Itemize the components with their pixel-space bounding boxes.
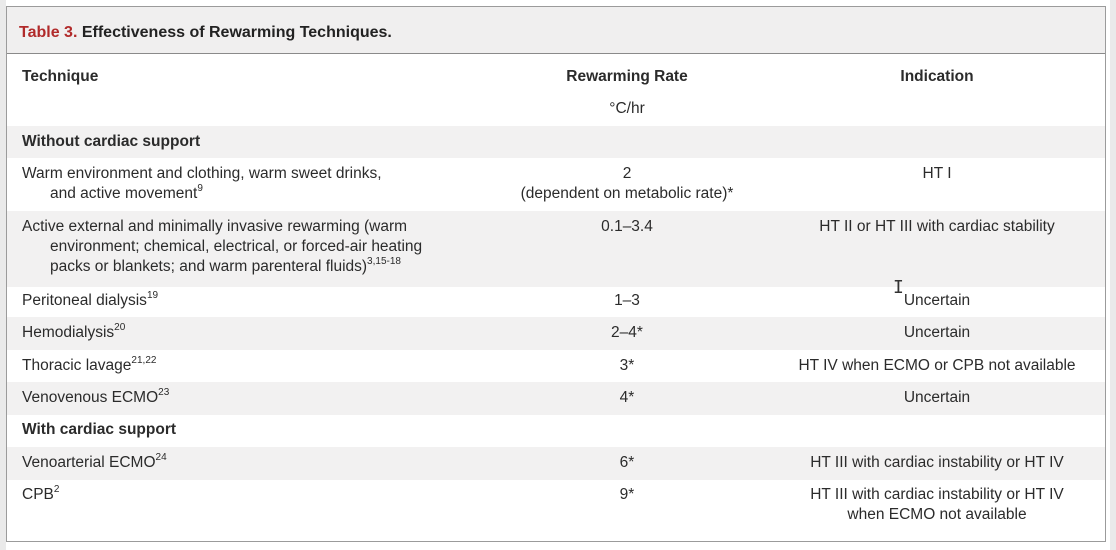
row-7-technique-text: Venoarterial ECMO [22,454,156,471]
row-8-indication [787,485,1087,525]
row-5-technique-text: Thoracic lavage [22,357,132,374]
row-3-technique [22,291,158,311]
row-2-ref: 3,15-18 [367,255,401,267]
row-1-ref: 9 [197,182,203,194]
section-without-cardiac-support: Without cardiac support [22,133,201,150]
header-technique: Technique [22,68,99,85]
row-8-ref: 2 [53,483,60,495]
row-4-technique-text: Hemodialysis [22,324,115,341]
row-2-technique-text3: packs or blankets; and warm parenteral fluids) [50,258,368,275]
row-5-rate: 3* [619,357,635,374]
row-6-technique-text: Venovenous ECMO [22,389,159,406]
row-4-rate: 2–4* [611,324,643,341]
row-1-technique-line1: Warm environment and clothing, warm sweet drinks, [22,165,382,182]
table-title-bar [7,7,1105,54]
section-with-cardiac-support: With cardiac support [22,421,177,438]
row-7-rate: 6* [619,454,635,471]
row-7-technique [22,453,167,473]
table-label: Table 3. [19,24,78,41]
header-indication: Indication [900,68,974,85]
row-3-rate: 1–3 [614,292,640,309]
row-6-indication: Uncertain [903,389,971,406]
row-1-technique [22,164,382,204]
row-2-technique-line1: Active external and minimally invasive rewarming (warm [22,218,408,235]
row-1-rate-note: (dependent on metabolic rate)* [520,185,734,202]
row-8-indication-line2: when ECMO not available [847,506,1027,523]
table-title-text: Effectiveness of Rewarming Techniques. [81,24,392,41]
row-8-indication-line1: HT III with cardiac instability or HT IV [810,486,1064,503]
row-1-rate [477,164,777,204]
row-3-indication: Uncertain [903,292,971,309]
row-1-indication: HT I [922,165,952,182]
row-2-technique-line2: environment; chemical, electrical, or forced-air heating [50,238,423,255]
right-edge [1110,0,1116,550]
row-6-technique [22,388,169,408]
row-5-technique [22,356,156,376]
row-2-technique-line3 [22,257,422,277]
row-3-technique-text: Peritoneal dialysis [22,292,147,309]
header-rate-unit: °C/hr [609,100,645,117]
row-5-indication: HT IV when ECMO or CPB not available [798,357,1076,374]
row-2-technique [22,217,422,277]
row-1-technique-line2 [22,184,382,204]
row-2-rate: 0.1–3.4 [601,218,653,235]
row-3-ref: 19 [146,289,159,301]
table-frame [6,6,1106,542]
table-title [19,24,392,42]
row-4-technique [22,323,125,343]
row-1-rate-value: 2 [622,165,632,182]
row-7-ref: 24 [155,451,167,463]
row-7-indication: HT III with cardiac instability or HT IV [810,454,1064,471]
row-5-ref: 21,22 [131,354,157,366]
header-rate: Rewarming Rate [566,68,688,85]
row-2-indication: HT II or HT III with cardiac stability [819,218,1055,235]
row-6-ref: 23 [158,386,170,398]
row-8-technique [22,485,59,505]
row-1-technique-text2: and active movement [50,185,198,202]
text-cursor-icon: I [893,277,904,298]
row-8-technique-text: CPB [22,486,54,503]
row-6-rate: 4* [619,389,635,406]
row-4-ref: 20 [114,321,126,333]
row-4-indication: Uncertain [903,324,971,341]
row-8-rate: 9* [619,486,635,503]
